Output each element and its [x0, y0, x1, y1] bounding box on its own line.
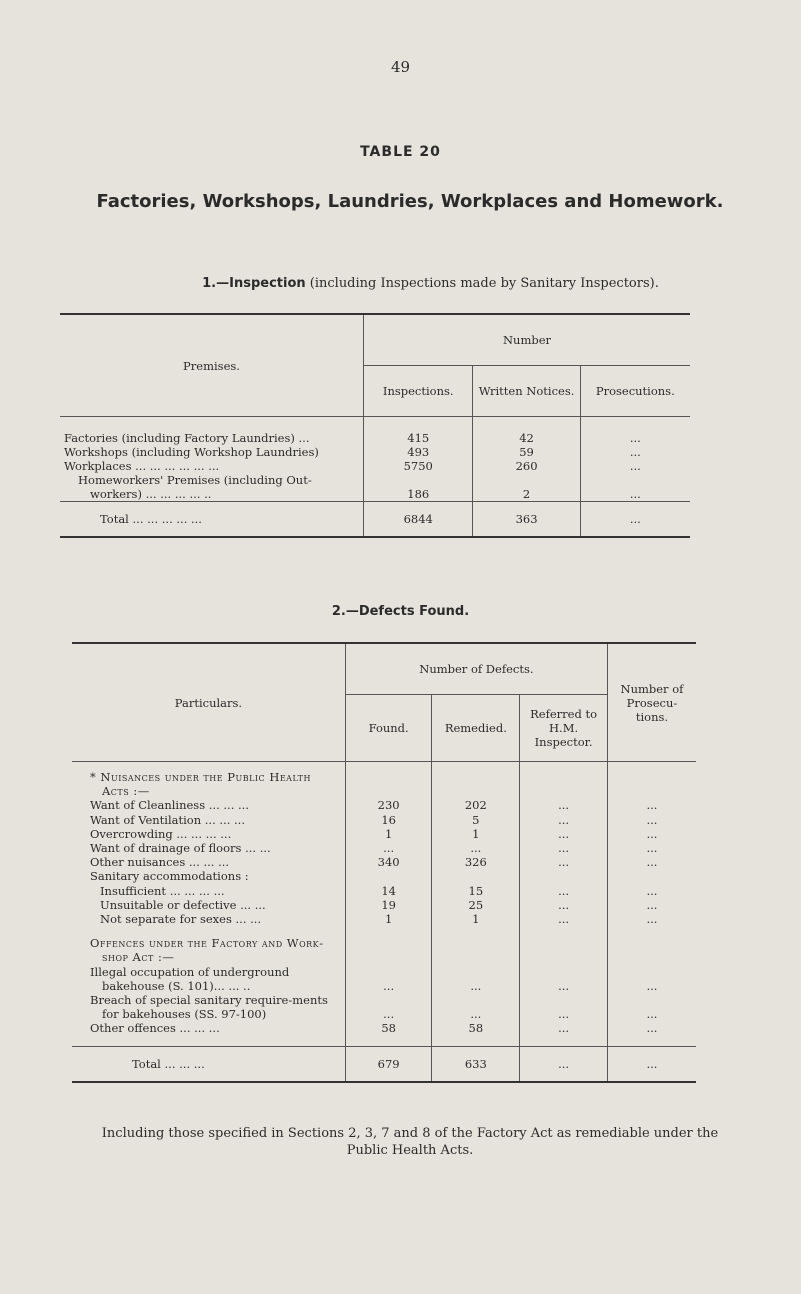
cell-written: 2 — [473, 473, 580, 502]
table-row — [72, 912, 696, 926]
cell-found: 14 — [381, 883, 396, 898]
cell-remedied: ... — [432, 841, 520, 855]
cell-prosecutions: ... — [607, 1021, 696, 1035]
table-row — [72, 855, 696, 869]
cell-referred: ... — [520, 1021, 608, 1035]
cell-referred: ... — [520, 855, 608, 869]
cell-remedied: 15 — [432, 884, 520, 898]
row-label: Overcrowding ... ... ... ... — [72, 827, 345, 841]
cell-inspections: 186 — [407, 487, 430, 501]
cell-prosecutions: ... — [607, 813, 696, 827]
col-particulars: Particulars. — [72, 643, 345, 762]
cell-remedied: 25 — [432, 898, 520, 912]
cell-prosecutions: ... — [580, 473, 690, 502]
page-title: Factories, Workshops, Laundries, Workplaces and Homework. — [96, 191, 724, 212]
cell-referred: ... — [520, 965, 608, 993]
total-found: 679 — [345, 1046, 432, 1082]
col-remedied: Remedied. — [432, 695, 520, 762]
cell-found: 19 — [381, 897, 396, 912]
row-label: Insufficient ... ... ... ... — [72, 884, 345, 898]
cell-remedied: 202 — [432, 798, 520, 812]
cell-referred: ... — [520, 841, 608, 855]
table-row — [72, 993, 696, 1021]
section-2-heading-bold: 2.—Defects Found. — [331, 604, 470, 619]
table-label: TABLE 20 — [360, 144, 441, 160]
cell-found: 58 — [381, 1021, 396, 1036]
row-label: Workplaces ... ... ... ... ... ... — [60, 459, 364, 473]
cell-referred: ... — [520, 912, 608, 926]
cell-written: 42 — [473, 431, 580, 445]
sanitary-accommodations-label: Sanitary accommodations : — [72, 869, 345, 883]
cell-found: 340 — [377, 855, 400, 870]
row-label: Other offences ... ... ... — [72, 1021, 345, 1035]
total-remedied: 633 — [432, 1046, 520, 1082]
total-inspections: 6844 — [364, 502, 473, 538]
group-nuisances-heading: * Nuisances under the Public Health Acts :— — [72, 770, 345, 798]
cell-found: 16 — [381, 812, 396, 827]
cell-referred: ... — [520, 898, 608, 912]
cell-written: 59 — [473, 445, 580, 459]
row-label: Other nuisances ... ... ... — [72, 855, 345, 869]
cell-prosecutions: ... — [607, 798, 696, 812]
table-row — [72, 827, 696, 841]
table-row — [60, 445, 690, 459]
cell-remedied: ... — [432, 965, 520, 993]
col-number-of-defects: Number of Defects. — [345, 643, 607, 695]
cell-written: 260 — [473, 459, 580, 473]
table-row — [72, 1021, 696, 1035]
inspection-table — [60, 313, 690, 538]
table-row — [72, 884, 696, 898]
table-row — [72, 841, 696, 855]
col-inspections: Inspections. — [364, 366, 473, 417]
section-2-heading — [0, 604, 801, 619]
cell-prosecutions: ... — [607, 993, 696, 1021]
cell-prosecutions: ... — [607, 841, 696, 855]
row-label: Illegal occupation of underground bakehouse (S. 101)... ... .. — [72, 965, 345, 993]
row-label: Factories (including Factory Laundries) ... — [60, 431, 364, 445]
cell-prosecutions: ... — [580, 459, 690, 473]
cell-remedied: 58 — [432, 1021, 520, 1035]
cell-prosecutions: ... — [607, 884, 696, 898]
cell-remedied: 1 — [432, 827, 520, 841]
cell-found: ... — [383, 978, 395, 993]
cell-inspections: 493 — [407, 445, 430, 459]
cell-referred: ... — [520, 798, 608, 812]
row-label: Homeworkers' Premises (including Out-workers) ... ... ... ... .. — [60, 473, 364, 502]
cell-prosecutions: ... — [607, 965, 696, 993]
section-1-heading-bold: 1.—Inspection — [202, 276, 306, 291]
cell-inspections: 5750 — [403, 459, 433, 473]
col-number: Number — [364, 314, 691, 366]
col-number-of-prosecutions: Number of Prosecu-tions. — [607, 643, 696, 762]
cell-found: 230 — [377, 798, 400, 813]
footnote: Including those specified in Sections 2, 3, 7 and 8 of the Factory Act as remediable under the Public Health Acts. — [101, 1126, 719, 1158]
cell-prosecutions: ... — [607, 827, 696, 841]
total-prosecutions: ... — [580, 502, 690, 538]
total-label: Total ... ... ... ... ... — [60, 502, 364, 538]
table-row — [60, 431, 690, 445]
table-row — [72, 965, 696, 993]
cell-found: 1 — [384, 912, 393, 927]
total-prosecutions: ... — [607, 1046, 696, 1082]
col-premises: Premises. — [60, 314, 364, 417]
col-prosecutions: Prosecutions. — [580, 366, 690, 417]
cell-referred: ... — [520, 827, 608, 841]
page-number: 49 — [390, 58, 411, 76]
col-found: Found. — [345, 695, 432, 762]
cell-remedied: ... — [432, 993, 520, 1021]
table-row — [60, 459, 690, 473]
row-label: Want of drainage of floors ... ... — [72, 841, 345, 855]
row-label: Want of Cleanliness ... ... ... — [72, 798, 345, 812]
cell-prosecutions: ... — [607, 912, 696, 926]
table-row — [72, 798, 696, 812]
table-row — [60, 473, 690, 502]
group-offences-heading: Offences under the Factory and Work-shop Act :— — [72, 936, 345, 964]
cell-inspections: 415 — [407, 431, 430, 445]
cell-found: ... — [383, 1007, 395, 1022]
row-label: Unsuitable or defective ... ... — [72, 898, 345, 912]
total-written: 363 — [473, 502, 580, 538]
cell-referred: ... — [520, 993, 608, 1021]
table-row — [72, 898, 696, 912]
row-label: Workshops (including Workshop Laundries) — [60, 445, 364, 459]
cell-remedied: 1 — [432, 912, 520, 926]
col-written-notices: Written Notices. — [473, 366, 580, 417]
row-label: Not separate for sexes ... ... — [72, 912, 345, 926]
col-referred: Referred to H.M. Inspector. — [520, 695, 608, 762]
cell-remedied: 326 — [432, 855, 520, 869]
cell-referred: ... — [520, 884, 608, 898]
cell-found: ... — [383, 841, 395, 856]
cell-remedied: 5 — [432, 813, 520, 827]
total-row — [72, 1046, 696, 1082]
cell-prosecutions: ... — [580, 445, 690, 459]
cell-found: 1 — [384, 826, 393, 841]
section-1-heading — [30, 276, 801, 291]
cell-prosecutions: ... — [607, 898, 696, 912]
row-label: Breach of special sanitary require-ments for bakehouses (SS. 97-100) — [72, 993, 345, 1021]
total-label: Total ... ... ... — [72, 1046, 345, 1082]
cell-referred: ... — [520, 813, 608, 827]
total-row — [60, 502, 690, 538]
defects-table — [72, 642, 696, 1083]
section-1-heading-rest: (including Inspections made by Sanitary Inspectors). — [305, 276, 659, 291]
table-row — [72, 813, 696, 827]
cell-prosecutions: ... — [607, 855, 696, 869]
row-label: Want of Ventilation ... ... ... — [72, 813, 345, 827]
total-referred: ... — [520, 1046, 608, 1082]
cell-prosecutions: ... — [580, 431, 690, 445]
